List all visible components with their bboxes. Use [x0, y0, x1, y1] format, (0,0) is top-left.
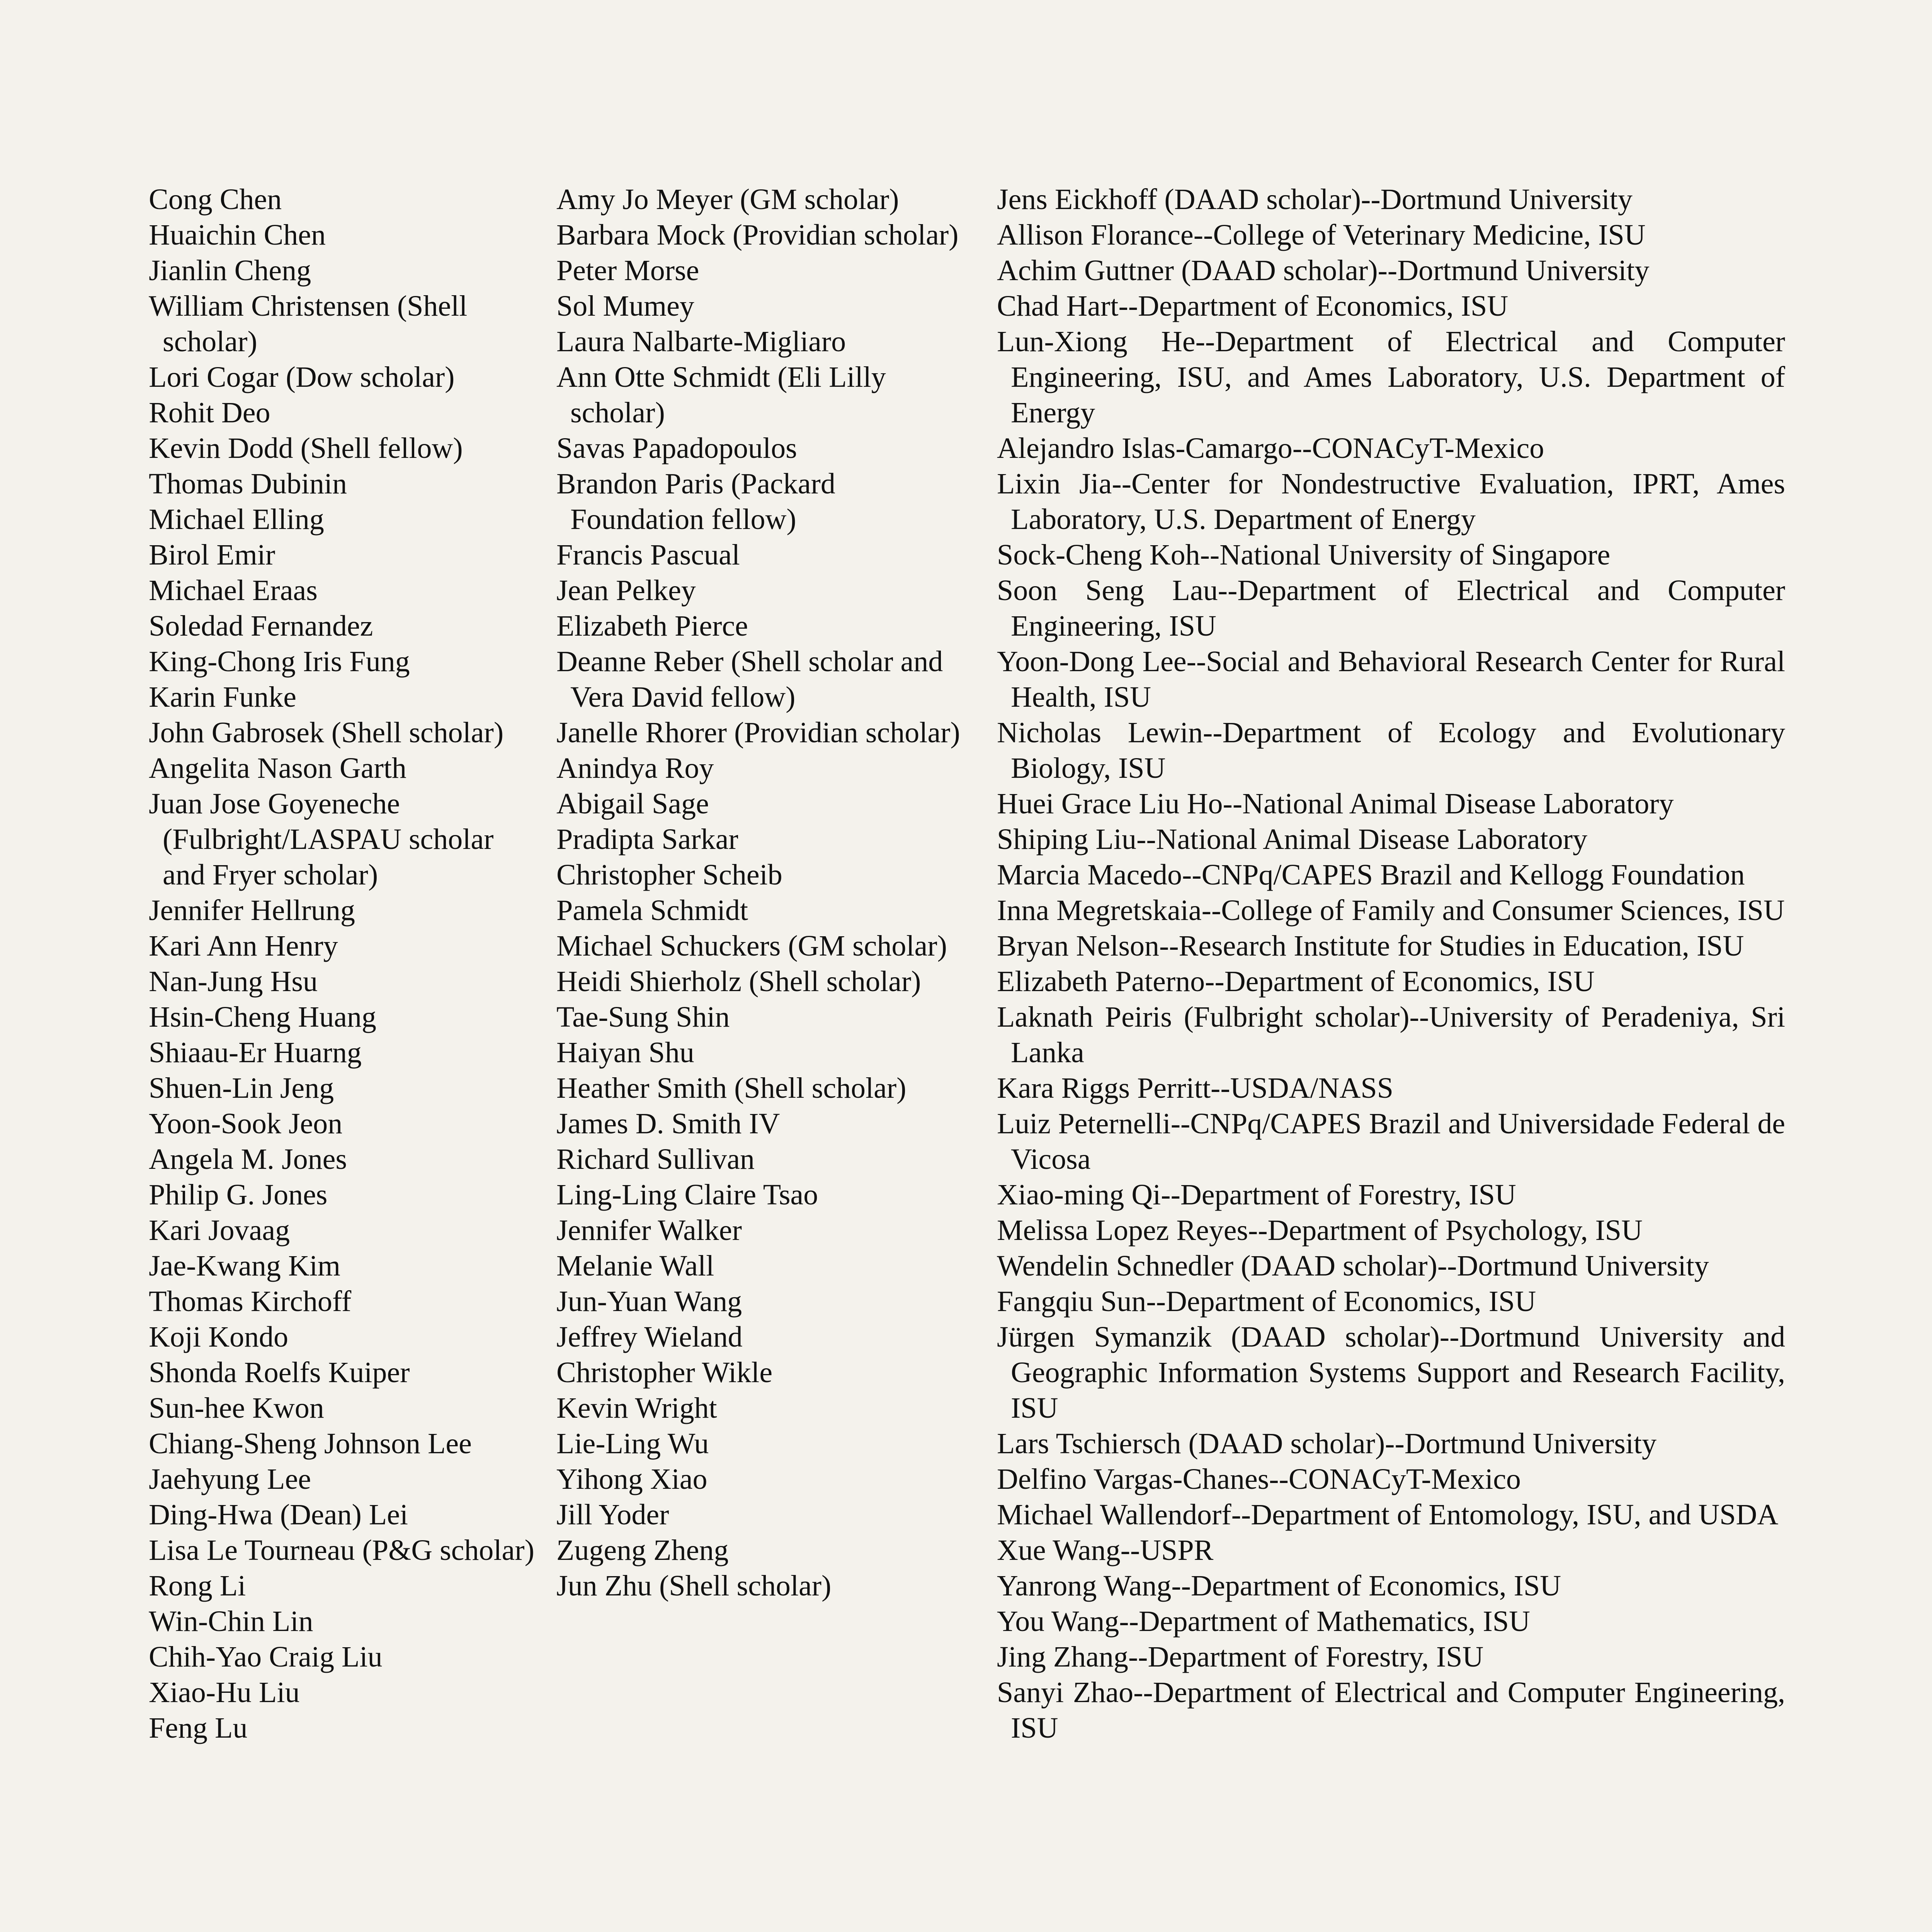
list-item: Feng Lu — [149, 1712, 248, 1744]
list-item: Francis Pascual — [556, 539, 740, 571]
list-item: Xiao-Hu Liu — [149, 1676, 300, 1709]
list-item: Christopher Scheib — [556, 859, 782, 891]
list-item: Juan Jose Goyeneche (Fulbright/LASPAU scholar and Fryer scholar) — [149, 787, 494, 891]
list-item: Shonda Roelfs Kuiper — [149, 1356, 410, 1389]
list-item: Soon Seng Lau--Department of Electrical and Computer Engineering, ISU — [997, 574, 1785, 642]
list-item: Christopher Wikle — [556, 1356, 773, 1389]
list-item: Melanie Wall — [556, 1250, 714, 1282]
list-item: Rohit Deo — [149, 396, 270, 429]
list-item: Yihong Xiao — [556, 1463, 707, 1495]
list-item: Sock-Cheng Koh--National University of Singapore — [997, 539, 1611, 571]
list-item: Michael Eraas — [149, 574, 318, 607]
list-item: Lixin Jia--Center for Nondestructive Evaluation, IPRT, Ames Laboratory, U.S. Department of Energy — [997, 468, 1785, 536]
list-item: Hsin-Cheng Huang — [149, 1001, 376, 1033]
list-item: Richard Sullivan — [556, 1143, 755, 1175]
list-item: Cong Chen — [149, 183, 282, 216]
list-item: Melissa Lopez Reyes--Department of Psychology, ISU — [997, 1214, 1643, 1247]
list-item: Sanyi Zhao--Department of Electrical and Computer Engineering, ISU — [997, 1676, 1785, 1744]
list-item: Laura Nalbarte-Migliaro — [556, 325, 846, 358]
list-item: Pradipta Sarkar — [556, 823, 738, 855]
list-item: Pamela Schmidt — [556, 894, 748, 927]
list-item: Soledad Fernandez — [149, 610, 373, 642]
list-item: Achim Guttner (DAAD scholar)--Dortmund University — [997, 254, 1650, 287]
list-item: Heather Smith (Shell scholar) — [556, 1072, 906, 1104]
list-item: Jill Yoder — [556, 1498, 669, 1531]
list-item: Chiang-Sheng Johnson Lee — [149, 1427, 472, 1460]
list-item: Jae-Kwang Kim — [149, 1250, 340, 1282]
list-item: Ling-Ling Claire Tsao — [556, 1179, 818, 1211]
list-item: Delfino Vargas-Chanes--CONACyT-Mexico — [997, 1463, 1521, 1495]
list-item: Anindya Roy — [556, 752, 714, 784]
list-item: Deanne Reber (Shell scholar and Vera David fellow) — [556, 645, 943, 713]
list-item: Lori Cogar (Dow scholar) — [149, 361, 455, 393]
list-item: Huei Grace Liu Ho--National Animal Disease Laboratory — [997, 787, 1674, 820]
list-item: Chad Hart--Department of Economics, ISU — [997, 290, 1509, 322]
list-item: Win-Chin Lin — [149, 1605, 313, 1638]
list-item: Nicholas Lewin--Department of Ecology and Evolutionary Biology, ISU — [997, 716, 1785, 784]
list-item: Shiping Liu--National Animal Disease Laboratory — [997, 823, 1588, 855]
list-item: King-Chong Iris Fung — [149, 645, 410, 678]
list-item: Elizabeth Paterno--Department of Economics, ISU — [997, 965, 1595, 998]
list-item: Thomas Kirchoff — [149, 1285, 352, 1318]
list-item: Wendelin Schnedler (DAAD scholar)--Dortmund University — [997, 1250, 1709, 1282]
list-item: Jennifer Walker — [556, 1214, 742, 1247]
list-item: Lie-Ling Wu — [556, 1427, 709, 1460]
name-column-left — [149, 182, 535, 1746]
list-item: Inna Megretskaia--College of Family and Consumer Sciences, ISU — [997, 894, 1785, 927]
list-item: Lars Tschiersch (DAAD scholar)--Dortmund University — [997, 1427, 1657, 1460]
list-item: Marcia Macedo--CNPq/CAPES Brazil and Kellogg Foundation — [997, 859, 1745, 891]
list-item: Koji Kondo — [149, 1321, 288, 1353]
list-item: Angelita Nason Garth — [149, 752, 406, 784]
list-item: Rong Li — [149, 1570, 246, 1602]
list-item: Xue Wang--USPR — [997, 1534, 1214, 1566]
list-item: Laknath Peiris (Fulbright scholar)--University of Peradeniya, Sri Lanka — [997, 1001, 1785, 1069]
list-item: Barbara Mock (Providian scholar) — [556, 219, 959, 251]
list-item: Jean Pelkey — [556, 574, 696, 607]
list-item: Yanrong Wang--Department of Economics, ISU — [997, 1570, 1561, 1602]
list-item: Xiao-ming Qi--Department of Forestry, ISU — [997, 1179, 1516, 1211]
list-item: Abigail Sage — [556, 787, 709, 820]
list-item: Shiaau-Er Huarng — [149, 1036, 362, 1069]
list-item: Kara Riggs Perritt--USDA/NASS — [997, 1072, 1393, 1104]
list-item: Jianlin Cheng — [149, 254, 311, 287]
list-item: Bryan Nelson--Research Institute for Studies in Education, ISU — [997, 930, 1744, 962]
list-item: Nan-Jung Hsu — [149, 965, 318, 998]
list-item: Huaichin Chen — [149, 219, 326, 251]
list-item: Ann Otte Schmidt (Eli Lilly scholar) — [556, 361, 886, 429]
list-item: Heidi Shierholz (Shell scholar) — [556, 965, 921, 998]
list-item: Luiz Peternelli--CNPq/CAPES Brazil and Universidade Federal de Vicosa — [997, 1107, 1785, 1175]
list-item: Birol Emir — [149, 539, 276, 571]
list-item: Elizabeth Pierce — [556, 610, 748, 642]
list-item: Ding-Hwa (Dean) Lei — [149, 1498, 408, 1531]
list-item: Tae-Sung Shin — [556, 1001, 730, 1033]
list-item: John Gabrosek (Shell scholar) — [149, 716, 504, 749]
list-item: Jürgen Symanzik (DAAD scholar)--Dortmund University and Geographic Information Systems Support and Research Facility, ISU — [997, 1321, 1785, 1424]
list-item: Kevin Wright — [556, 1392, 717, 1424]
list-item: Thomas Dubinin — [149, 468, 347, 500]
list-item: Jun Zhu (Shell scholar) — [556, 1570, 832, 1602]
list-item: Jens Eickhoff (DAAD scholar)--Dortmund University — [997, 183, 1633, 216]
list-item: Kevin Dodd (Shell fellow) — [149, 432, 463, 464]
list-item: Angela M. Jones — [149, 1143, 347, 1175]
supported-students-continued — [997, 182, 1785, 1746]
list-item: Jaehyung Lee — [149, 1463, 311, 1495]
list-item: Brandon Paris (Packard Foundation fellow) — [556, 468, 835, 536]
list-item: Michael Elling — [149, 503, 324, 536]
list-item: Jing Zhang--Department of Forestry, ISU — [997, 1641, 1484, 1673]
list-item: Yoon-Sook Jeon — [149, 1107, 343, 1140]
list-item: Zugeng Zheng — [556, 1534, 729, 1566]
list-item: Jun-Yuan Wang — [556, 1285, 742, 1318]
list-item: Lisa Le Tourneau (P&G scholar) — [149, 1534, 534, 1566]
list-item: Sol Mumey — [556, 290, 694, 322]
list-item: You Wang--Department of Mathematics, ISU — [997, 1605, 1530, 1638]
list-item: Jeffrey Wieland — [556, 1321, 743, 1353]
list-item: William Christensen (Shell scholar) — [149, 290, 468, 358]
list-item: Lun-Xiong He--Department of Electrical and Computer Engineering, ISU, and Ames Laboratory, U.S. Department of Energy — [997, 325, 1785, 429]
list-item: James D. Smith IV — [556, 1107, 780, 1140]
list-item: Savas Papadopoulos — [556, 432, 797, 464]
list-item: Jennifer Hellrung — [149, 894, 355, 927]
name-column-middle — [556, 182, 966, 1604]
list-item: Yoon-Dong Lee--Social and Behavioral Research Center for Rural Health, ISU — [997, 645, 1785, 713]
list-item: Philip G. Jones — [149, 1179, 328, 1211]
list-item: Kari Jovaag — [149, 1214, 290, 1247]
list-item: Fangqiu Sun--Department of Economics, ISU — [997, 1285, 1536, 1318]
list-item: Allison Florance--College of Veterinary Medicine, ISU — [997, 219, 1646, 251]
list-item: Janelle Rhorer (Providian scholar) — [556, 716, 960, 749]
list-item: Alejandro Islas-Camargo--CONACyT-Mexico — [997, 432, 1544, 464]
list-item: Peter Morse — [556, 254, 699, 287]
list-item: Shuen-Lin Jeng — [149, 1072, 334, 1104]
list-item: Karin Funke — [149, 681, 297, 713]
list-item: Amy Jo Meyer (GM scholar) — [556, 183, 899, 216]
list-item: Michael Wallendorf--Department of Entomology, ISU, and USDA — [997, 1498, 1779, 1531]
list-item: Chih-Yao Craig Liu — [149, 1641, 383, 1673]
list-item: Haiyan Shu — [556, 1036, 694, 1069]
list-item: Sun-hee Kwon — [149, 1392, 324, 1424]
list-item: Michael Schuckers (GM scholar) — [556, 930, 947, 962]
list-item: Kari Ann Henry — [149, 930, 338, 962]
